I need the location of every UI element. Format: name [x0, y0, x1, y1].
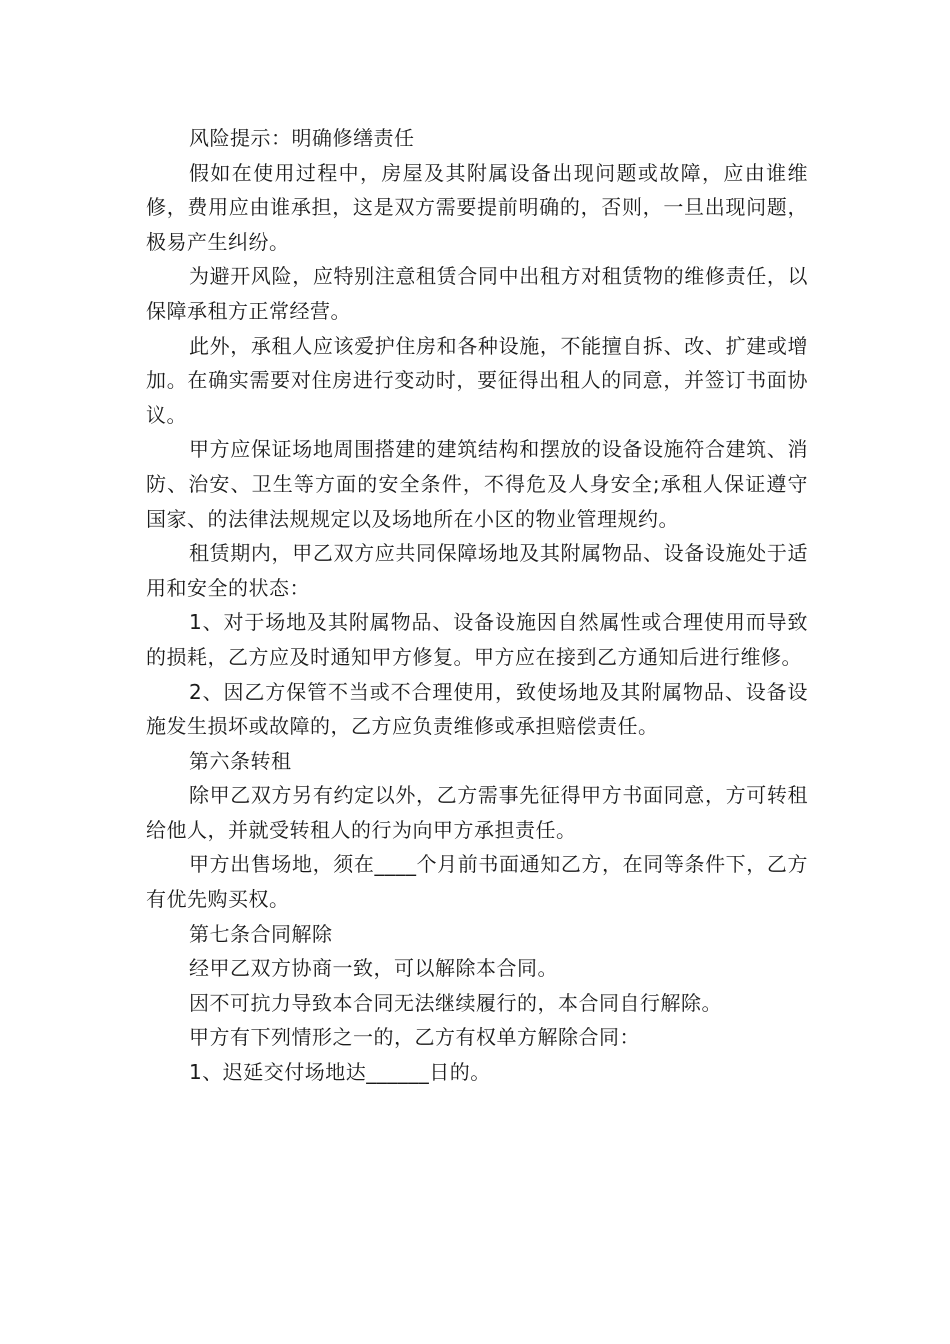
- article-heading-sublease: 第六条转租: [189, 748, 292, 773]
- paragraph: 租赁期内，甲乙双方应共同保障场地及其附属物品、设备设施处于适用和安全的状态：: [146, 541, 808, 600]
- paragraph: 甲方出售场地，须在____个月前书面通知乙方，在同等条件下，乙方有优先购买权。: [146, 852, 808, 912]
- paragraph: 甲方有下列情形之一的，乙方有权单方解除合同：: [189, 1025, 640, 1050]
- paragraph: 此外，承租人应该爱护住房和各种设施，不能擅自拆、改、扩建或增加。在确实需要对住房进行变动时，要征得出租人的同意，并签订书面协议。: [146, 333, 808, 427]
- list-item: 1、对于场地及其附属物品、设备设施因自然属性或合理使用而导致的损耗，乙方应及时通知甲方修复。甲方应在接到乙方通知后进行维修。: [146, 610, 808, 669]
- article-heading-termination: 第七条合同解除: [189, 921, 333, 946]
- paragraph: 除甲乙双方另有约定以外，乙方需事先征得甲方书面同意，方可转租给他人，并就受转租人的行为向甲方承担责任。: [146, 783, 808, 842]
- paragraph: 为避开风险，应特别注意租赁合同中出租方对租赁物的维修责任，以保障承租方正常经营。: [146, 264, 808, 323]
- paragraph: 经甲乙双方协商一致，可以解除本合同。: [189, 956, 558, 981]
- paragraph: 甲方应保证场地周围搭建的建筑结构和摆放的设备设施符合建筑、消防、治安、卫生等方面的安全条件，不得危及人身安全;承租人保证遵守国家、的法律法规规定以及场地所在小区的物业管理规约。: [146, 437, 808, 531]
- paragraph: 假如在使用过程中，房屋及其附属设备出现问题或故障，应由谁维修，费用应由谁承担，这是双方需要提前明确的，否则，一旦出现问题，极易产生纠纷。: [146, 160, 808, 254]
- section-heading-risk-tip: 风险提示：明确修缮责任: [189, 126, 415, 150]
- list-item: 1、迟延交付场地达______日的。: [189, 1060, 491, 1085]
- list-item: 2、因乙方保管不当或不合理使用，致使场地及其附属物品、设备设施发生损坏或故障的，乙方应负责维修或承担赔偿责任。: [146, 679, 808, 739]
- document-body: [146, 121, 808, 1090]
- paragraph: 因不可抗力导致本合同无法继续履行的，本合同自行解除。: [189, 990, 722, 1015]
